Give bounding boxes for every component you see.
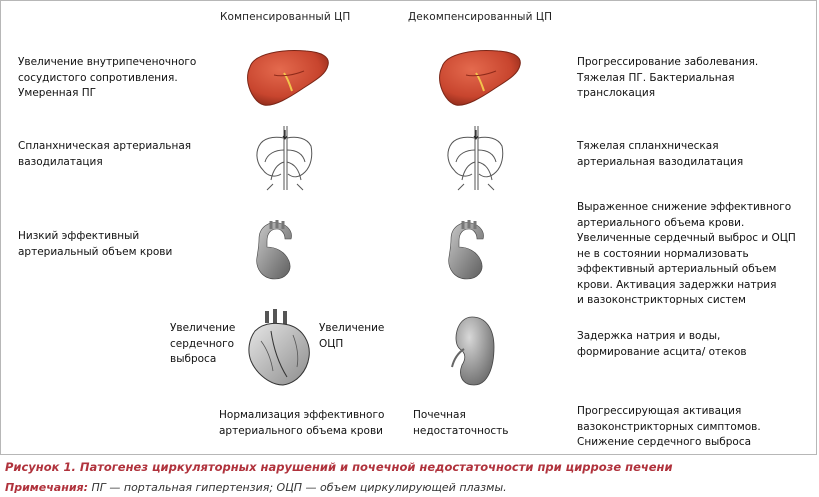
text-line: Тяжелая ПГ. Бактериальная	[577, 71, 735, 84]
text-line: выброса	[170, 353, 217, 365]
text-line: Увеличение	[170, 322, 236, 334]
figure-caption: Рисунок 1. Патогенез циркуляторных нарушений и почечной недостаточности при циррозе печени	[5, 460, 673, 474]
right-row4-text	[577, 329, 747, 360]
note-text: ПГ — портальная гипертензия; ОЦП — объем циркулирующей плазмы.	[87, 481, 507, 494]
header-decompensated: Декомпенсированный ЦП	[408, 11, 553, 23]
text-line: Увеличение	[319, 322, 385, 334]
left-row2-text	[18, 139, 191, 170]
text-line: Выраженное снижение эффективного	[577, 201, 792, 213]
text-line: Спланхническая артериальная	[18, 140, 192, 152]
kidney-icon	[448, 313, 498, 389]
text-line: Прогрессирующая активация	[577, 405, 742, 417]
text-line: сосудистого сопротивления.	[18, 71, 178, 84]
left-row3-text	[18, 229, 172, 260]
text-line: артериального объема крови.	[577, 216, 745, 229]
text-line: недостаточность	[413, 424, 509, 437]
note-label: Примечания:	[5, 481, 88, 494]
text-line: крови. Активация задержки натрия	[577, 278, 777, 291]
text-line: вазодилатация	[18, 155, 103, 168]
text-line: артериальный объем крови	[18, 245, 173, 258]
text-line: Нормализация эффективного	[219, 409, 385, 421]
aorta-icon	[441, 217, 493, 281]
figure-note	[5, 481, 507, 494]
aorta-icon	[249, 217, 301, 281]
right-row1-text	[577, 55, 758, 102]
text-line: Задержка натрия и воды,	[577, 330, 721, 342]
center-row5-text	[413, 408, 508, 439]
text-line: Умеренная ПГ	[18, 87, 97, 99]
text-line: и вазоконстрикторных систем	[577, 294, 746, 306]
left-row4-cardiac-output-text	[170, 321, 235, 368]
text-line: ОЦП	[319, 337, 344, 350]
text-line: Снижение сердечного выброса	[577, 436, 752, 448]
splanchnic-vessels-icon	[444, 124, 506, 192]
text-line: Увеличение внутрипеченочного	[18, 56, 197, 68]
text-line: Прогрессирование заболевания.	[577, 56, 759, 68]
right-row5-text	[577, 404, 761, 451]
liver-icon	[436, 45, 524, 111]
right-row2-text	[577, 139, 743, 170]
left-row1-text	[18, 55, 196, 102]
splanchnic-vessels-icon	[253, 124, 315, 192]
text-line: артериальная вазодилатация	[577, 155, 744, 168]
text-line: артериального объема крови	[219, 424, 383, 437]
left-row5-text	[219, 408, 384, 439]
text-line: Увеличенные сердечный выброс и ОЦП	[577, 232, 796, 244]
text-line: эффективный артериальный объем	[577, 263, 777, 275]
text-line: транслокация	[577, 87, 656, 99]
text-line: формирование асцита/ отеков	[577, 345, 747, 358]
text-line: Низкий эффективный	[18, 230, 140, 242]
text-line: Почечная	[413, 409, 466, 421]
text-line: сердечного	[170, 337, 235, 350]
text-line: вазоконстрикторных симптомов.	[577, 420, 761, 433]
text-line: не в состоянии нормализовать	[577, 247, 749, 260]
liver-icon	[244, 45, 332, 111]
text-line: Тяжелая спланхническая	[577, 140, 719, 152]
heart-icon	[241, 305, 317, 387]
right-row3-text	[577, 200, 796, 309]
left-row4-plasma-volume-text	[319, 321, 384, 352]
header-compensated: Компенсированный ЦП	[220, 11, 351, 23]
